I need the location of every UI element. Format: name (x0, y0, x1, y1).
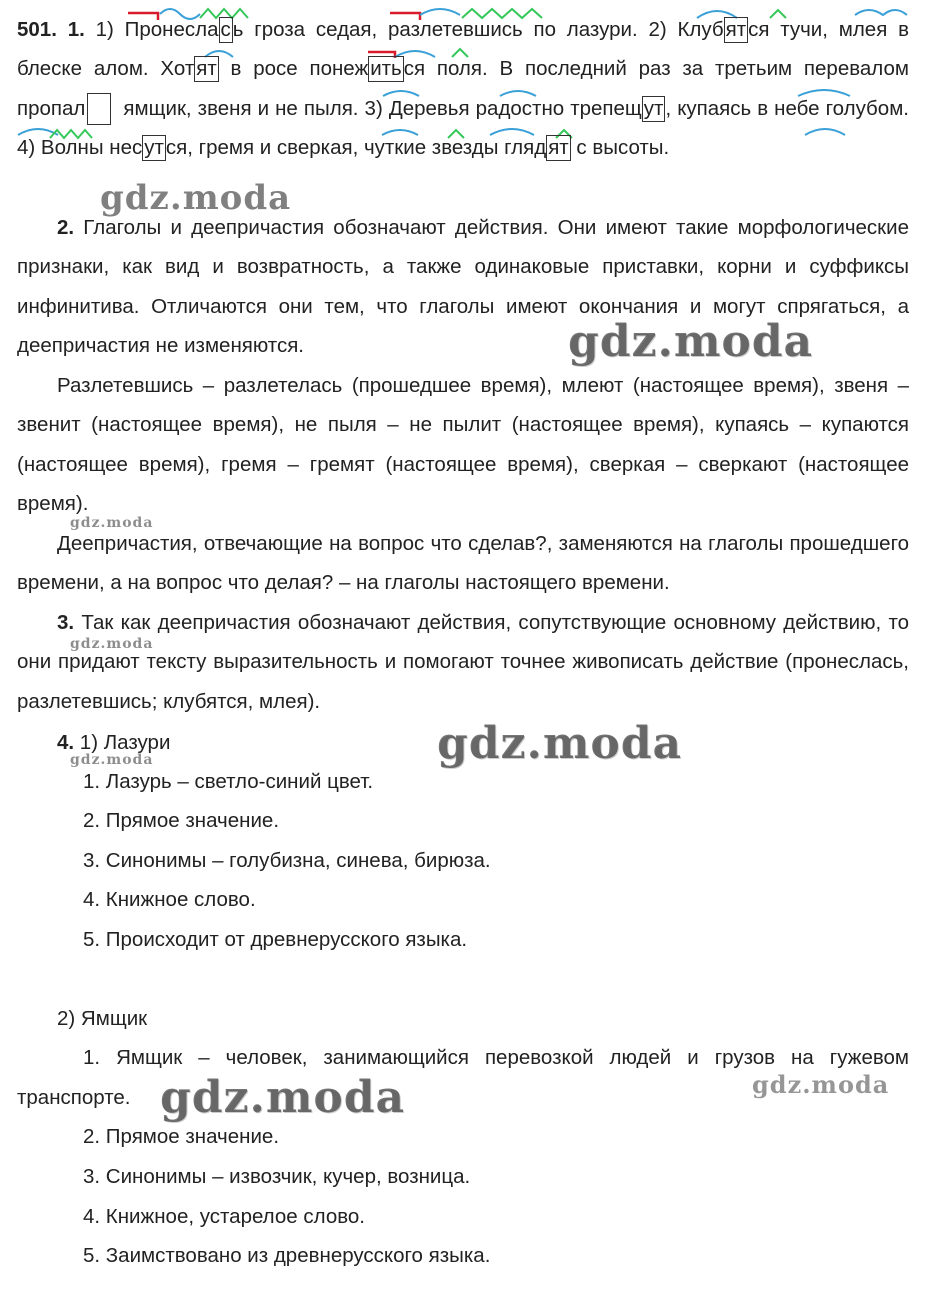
watermark: gdz.moda (160, 1072, 406, 1123)
part-number: 1. (67, 18, 85, 41)
list-item: 1. Ямщик – человек, занимающийся перевозкой людей и грузов на гужевом (83, 1046, 909, 1069)
paragraph-4: Деепричастия, отвечающие на вопрос что сделав?, заменяются на глаголы прошедшего времени, а на вопрос что делая? – на глаголы настоящего времени. (17, 532, 909, 595)
ending-box: ить (370, 57, 402, 81)
list-item: 2. Прямое значение. (83, 809, 280, 832)
ending-box: ят (725, 18, 747, 41)
word-title: 1) Лазури (74, 731, 171, 754)
paragraph-5 (17, 603, 909, 721)
text-run: в росе понеж (218, 57, 369, 81)
list-item: 5. Заимствовано из древнерусского языка. (83, 1244, 491, 1267)
watermark: gdz.moda (568, 316, 814, 367)
ending-box: ут (643, 96, 664, 120)
watermark: gdz.moda (100, 178, 292, 218)
watermark: gdz.moda (437, 718, 683, 769)
part-number: 3. (57, 611, 75, 634)
ending-box: ят (196, 57, 217, 81)
watermark: gdz.moda (70, 752, 154, 768)
ending-box: ят (548, 135, 569, 159)
list-item: 3. Синонимы – извозчик, кучер, возница. (83, 1165, 471, 1188)
zero-ending-box (87, 93, 111, 125)
list-item-continuation: транспорте. (17, 1086, 131, 1109)
ending-box: ут (144, 135, 164, 159)
word-title: 2) Ямщик (57, 1007, 148, 1030)
list-item: 3. Синонимы – голубизна, синева, бирюза. (83, 849, 491, 872)
part-number: 4. (57, 731, 75, 754)
list-item: 2. Прямое значение. (83, 1125, 280, 1148)
paragraph-3: Разлетевшись – разлетелась (прошедшее время), млеют (настоящее время), звеня – звенит (настоящее время), не пыля – не пылит (настоящее время), купаясь – купаются (настоящее время), гремя – гремят (настоящее время), сверкая – сверкают (настоящее время). (17, 374, 909, 515)
exercise-number: 501. (17, 18, 57, 41)
part-number: 2. (57, 216, 75, 239)
paragraph-text: Так как деепричастия обозначают действия, сопутствующие основному действию, то они придают тексту выразительность и помогают точнее живописать действие (пронеслась, разлетевшись; клубятся, млея). (17, 611, 909, 713)
text-run: 1) Пронесла (84, 18, 219, 41)
text-run: , купаясь в небе голубом. 4) Волны нес (17, 96, 909, 159)
paragraph-1 (17, 10, 909, 167)
list-item: 4. Книжное, устарелое слово. (83, 1205, 365, 1228)
text-run: ся, гремя и сверкая, чуткие звезды гляд (165, 135, 547, 159)
text-run: ь гроза седая, разлетевшись по лазури. 2) Клуб (232, 18, 724, 41)
text-run: ся тучи, млея в блеске алом. Хот (17, 18, 909, 81)
paragraph-text: Глаголы и деепричастия обозначают действия. Они имеют такие морфологические признаки, как вид и возвратность, а также одинаковые приставки, корни и суффиксы инфинитива. Отличаются они тем, что глаголы имеют окончания и могут спрягаться, а деепричастия не изменяются. (17, 216, 909, 357)
watermark: gdz.moda (752, 1070, 890, 1099)
watermark: gdz.moda (70, 515, 154, 531)
ending-box: с (220, 18, 231, 41)
text-run: ся поля. В последний раз за третьим перевалом пропал (17, 57, 909, 120)
watermark: gdz.moda (70, 636, 154, 652)
list-item: 5. Происходит от древнерусского языка. (83, 928, 468, 951)
text-run: с высоты. (570, 135, 670, 159)
list-item: 1. Лазурь – светло-синий цвет. (83, 770, 374, 793)
text-run: ямщик, звеня и не пыля. 3) Деревья радостно трепещ (117, 96, 642, 120)
list-item: 4. Книжное слово. (83, 888, 256, 911)
